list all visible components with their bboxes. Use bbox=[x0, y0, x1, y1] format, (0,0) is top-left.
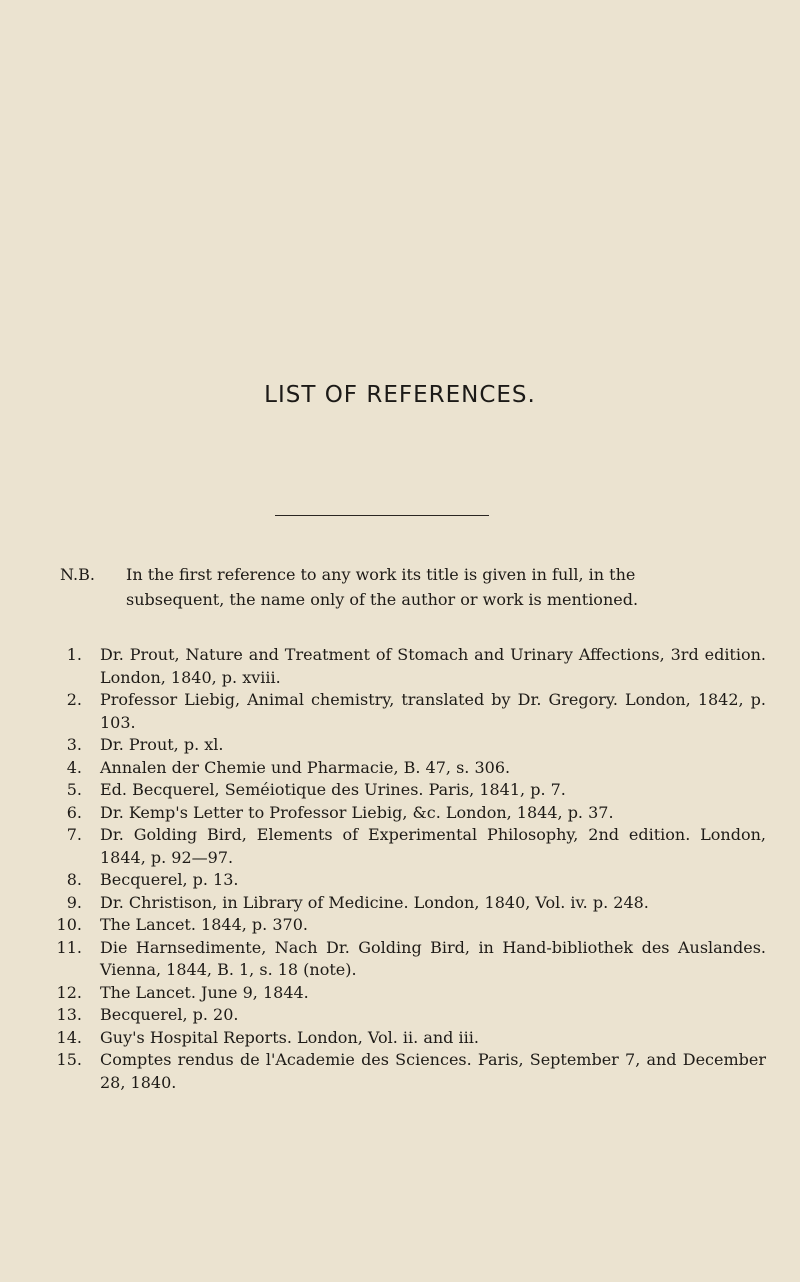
reference-text: Dr. Golding Bird, Elements of Experimental Philosophy, 2nd edition. London, 1844, p. 92—97. bbox=[100, 825, 766, 867]
reference-text: Dr. Prout, Nature and Treatment of Stomach and Urinary Affections, 3rd edition. London, 1840, p. xviii. bbox=[100, 645, 766, 687]
nb-text-line2: subsequent, the name only of the author or work is mentioned. bbox=[126, 590, 639, 609]
reference-text: Guy's Hospital Reports. London, Vol. ii. and iii. bbox=[100, 1027, 479, 1047]
reference-text: Annalen der Chemie und Pharmacie, B. 47, s. 306. bbox=[100, 757, 511, 777]
reference-text: The Lancet. June 9, 1844. bbox=[100, 982, 309, 1002]
reference-number: 14. bbox=[56, 1027, 82, 1047]
reference-item bbox=[52, 824, 766, 869]
reference-number: 11. bbox=[56, 937, 82, 957]
reference-number: 6. bbox=[66, 802, 82, 822]
reference-item bbox=[52, 1049, 766, 1094]
reference-item bbox=[52, 1027, 766, 1050]
reference-number: 2. bbox=[66, 690, 82, 709]
nb-label: N.B. bbox=[60, 565, 95, 584]
reference-text: Ed. Becquerel, Seméiotique des Urines. Paris, 1841, p. 7. bbox=[100, 780, 566, 799]
reference-number: 12. bbox=[56, 982, 82, 1002]
reference-item bbox=[52, 869, 766, 892]
reference-item bbox=[52, 734, 766, 757]
reference-number: 1. bbox=[66, 645, 82, 664]
reference-item bbox=[52, 689, 766, 734]
reference-item bbox=[52, 937, 766, 982]
reference-item bbox=[52, 892, 766, 915]
nb-text-line1: In the first reference to any work its title is given in full, in the bbox=[126, 565, 636, 584]
reference-list bbox=[52, 644, 766, 1094]
reference-text: Becquerel, p. 20. bbox=[100, 1005, 239, 1024]
reference-number: 4. bbox=[66, 757, 82, 777]
nb-note bbox=[60, 562, 760, 612]
reference-item bbox=[52, 802, 766, 825]
nb-note-first-line bbox=[60, 562, 760, 587]
reference-text: Dr. Kemp's Letter to Professor Liebig, &c. London, 1844, p. 37. bbox=[100, 802, 614, 822]
reference-text: Becquerel, p. 13. bbox=[100, 870, 239, 889]
reference-text: Comptes rendus de l'Academie des Sciences. Paris, September 7, and December 28, 1840. bbox=[100, 1050, 766, 1092]
reference-number: 5. bbox=[66, 780, 82, 799]
reference-text: Dr. Prout, p. xl. bbox=[100, 735, 224, 754]
reference-item bbox=[52, 757, 766, 780]
reference-item bbox=[52, 644, 766, 689]
reference-item bbox=[52, 779, 766, 802]
reference-number: 3. bbox=[66, 735, 82, 754]
reference-number: 9. bbox=[66, 892, 82, 912]
title-divider bbox=[275, 515, 489, 516]
reference-number: 15. bbox=[56, 1050, 82, 1069]
reference-item bbox=[52, 1004, 766, 1027]
reference-text: Professor Liebig, Animal chemistry, translated by Dr. Gregory. London, 1842, p. 103. bbox=[100, 690, 766, 732]
reference-text: Dr. Christison, in Library of Medicine. London, 1840, Vol. iv. p. 248. bbox=[100, 892, 649, 912]
reference-number: 13. bbox=[56, 1005, 82, 1024]
page-title: LIST OF REFERENCES. bbox=[264, 382, 536, 408]
reference-text: Die Harnsedimente, Nach Dr. Golding Bird, in Hand-bibliothek des Auslandes. Vienna, 1844, B. 1, s. 18 (note). bbox=[100, 937, 766, 979]
reference-number: 10. bbox=[56, 915, 82, 934]
reference-number: 8. bbox=[66, 870, 82, 889]
reference-number: 7. bbox=[66, 825, 82, 844]
reference-item bbox=[52, 982, 766, 1005]
reference-text: The Lancet. 1844, p. 370. bbox=[100, 915, 308, 934]
reference-item bbox=[52, 914, 766, 937]
